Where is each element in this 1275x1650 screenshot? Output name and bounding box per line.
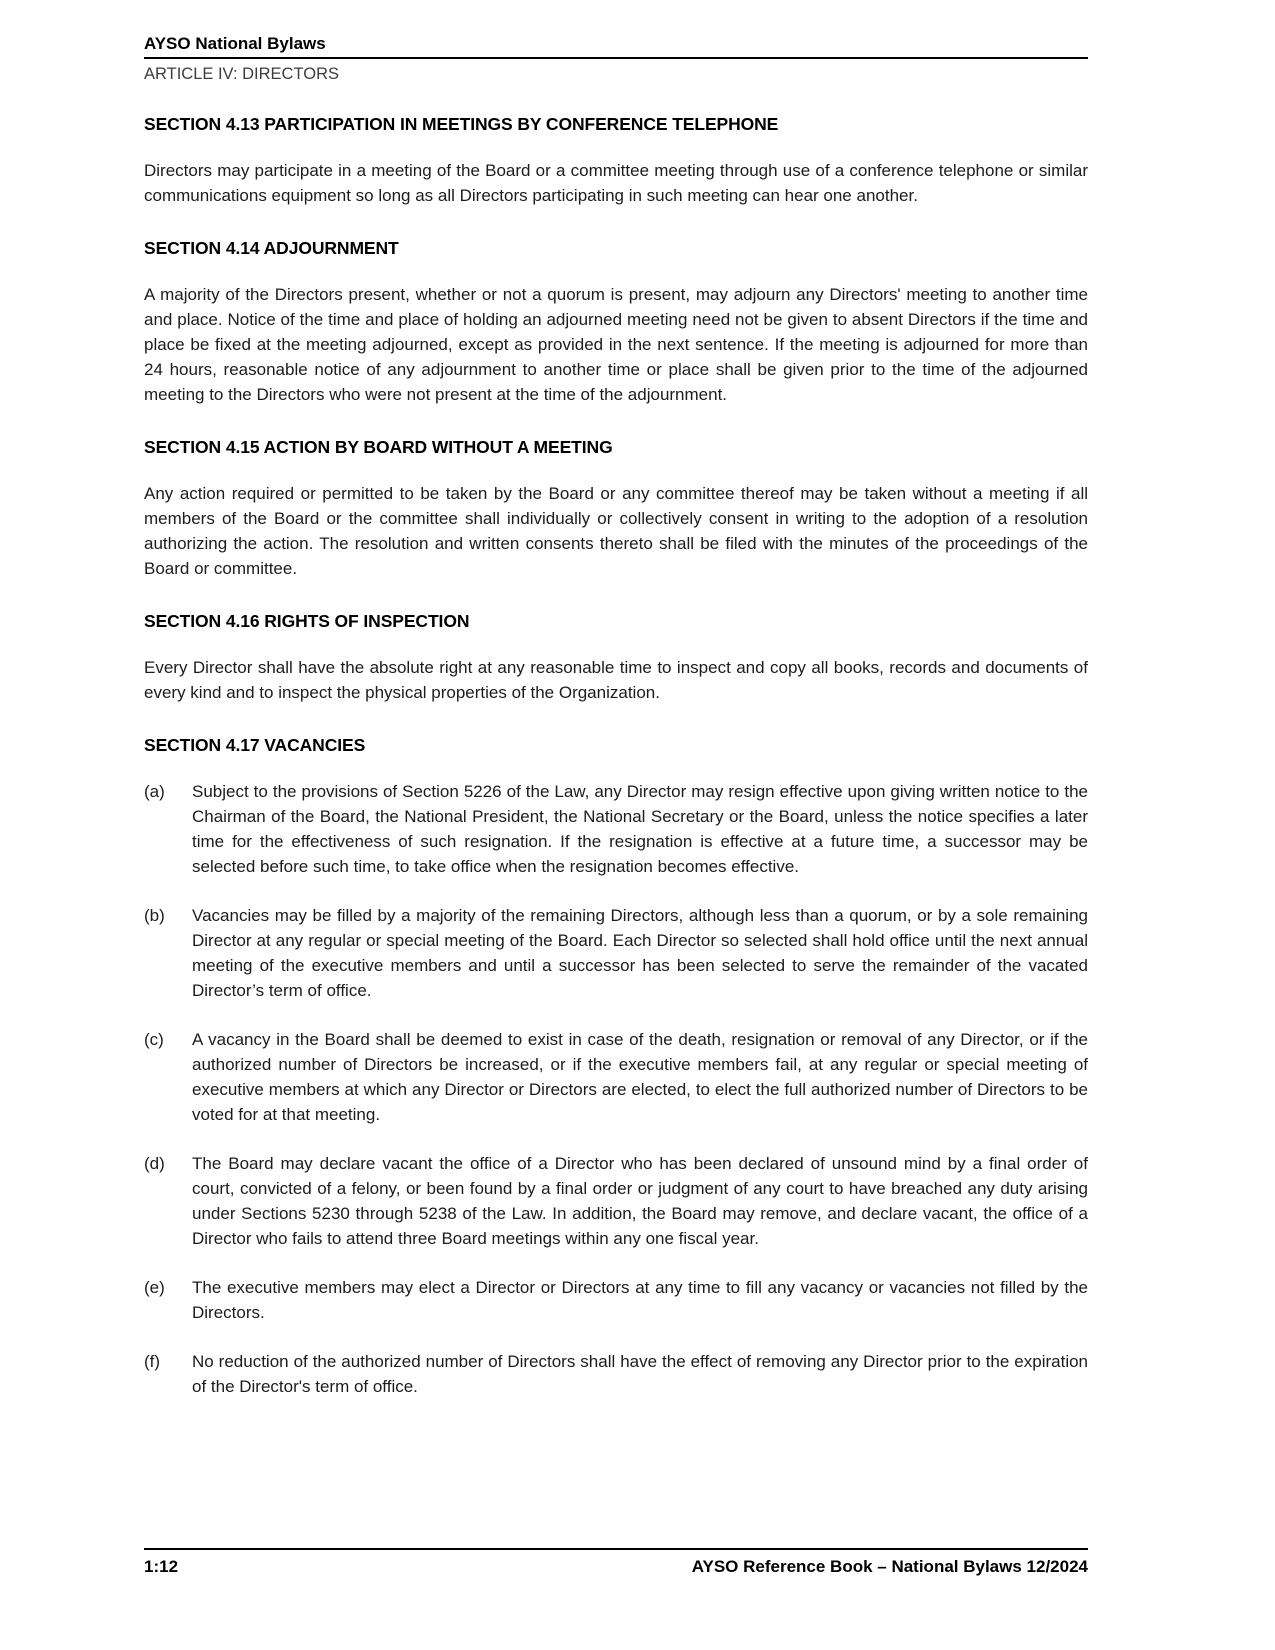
section-4-13 [144, 114, 1088, 208]
list-item [144, 779, 1088, 879]
section-paragraph: Every Director shall have the absolute right at any reasonable time to inspect and copy all books, records and documents of every kind and to inspect the physical properties of the Organization. [144, 658, 1088, 702]
section-heading: SECTION 4.17 VACANCIES [144, 735, 366, 755]
list-item-label: (f) [144, 1352, 161, 1371]
section-heading: SECTION 4.16 RIGHTS OF INSPECTION [144, 611, 470, 631]
section-heading: SECTION 4.14 ADJOURNMENT [144, 238, 399, 258]
section-4-14 [144, 238, 1088, 407]
section-heading: SECTION 4.15 ACTION BY BOARD WITHOUT A MEETING [144, 437, 613, 457]
article-subtitle: ARTICLE IV: DIRECTORS [144, 65, 339, 83]
section-paragraph: A majority of the Directors present, whether or not a quorum is present, may adjourn any Directors' meeting to another time and place. Notice of the time and place of holding an adjourned meeting need not be given to absent Directors if the time and place be fixed at the meeting adjourned, except as provided in the next sentence. If the meeting is adjourned for more than 24 hours, reasonable notice of any adjournment to another time or place shall be given prior to the time of the adjourned meeting to the Directors who were not present at the time of the adjournment. [144, 285, 1088, 404]
list-item [144, 1027, 1088, 1127]
list-item-text: Vacancies may be filled by a majority of the remaining Directors, although less than a quorum, or by a sole remaining Director at any regular or special meeting of the Board. Each Director so selected shall hold office until the next annual meeting of the executive members and until a successor has been selected to serve the remainder of the vacated Director’s term of office. [192, 906, 1088, 1000]
list-item [144, 1151, 1088, 1251]
section-paragraph: Directors may participate in a meeting of the Board or a committee meeting through use of a conference telephone or similar communications equipment so long as all Directors participating in such meeting can hear one another. [144, 161, 1088, 205]
list-item-text: The Board may declare vacant the office of a Director who has been declared of unsound mind by a final order of court, convicted of a felony, or been found by a final order or judgment of any court to have breached any duty arising under Sections 5230 through 5238 of the Law. In addition, the Board may remove, and declare vacant, the office of a Director who fails to attend three Board meetings within any one fiscal year. [192, 1154, 1088, 1248]
list-item-text: No reduction of the authorized number of Directors shall have the effect of removing any Director prior to the expiration of the Director's term of office. [192, 1352, 1088, 1396]
list-item [144, 1349, 1088, 1399]
page-footer [144, 1548, 1088, 1577]
header-rule [144, 57, 1088, 59]
list-item-text: Subject to the provisions of Section 5226 of the Law, any Director may resign effective upon giving written notice to the Chairman of the Board, the National President, the National Secretary or the Board, unless the notice specifies a later time for the effectiveness of such resignation. If the resignation is effective at a future time, a successor may be selected before such time, to take office when the resignation becomes effective. [192, 782, 1088, 876]
vacancies-list [144, 779, 1088, 1399]
footer-reference: AYSO Reference Book – National Bylaws 12/2024 [691, 1557, 1088, 1576]
document-title: AYSO National Bylaws [144, 34, 326, 53]
section-4-17 [144, 735, 1088, 1399]
list-item-label: (d) [144, 1154, 165, 1173]
list-item-label: (c) [144, 1030, 164, 1049]
section-4-16 [144, 611, 1088, 705]
section-heading: SECTION 4.13 PARTICIPATION IN MEETINGS BY CONFERENCE TELEPHONE [144, 114, 779, 134]
list-item [144, 1275, 1088, 1325]
section-4-15 [144, 437, 1088, 581]
list-item-text: A vacancy in the Board shall be deemed to exist in case of the death, resignation or removal of any Director, or if the authorized number of Directors be increased, or if the executive members fail, at any regular or special meeting of executive members at which any Director or Directors are elected, to elect the full authorized number of Directors to be voted for at that meeting. [192, 1030, 1088, 1124]
page-content [144, 34, 1088, 1423]
section-paragraph: Any action required or permitted to be taken by the Board or any committee thereof may be taken without a meeting if all members of the Board or the committee shall individually or collectively consent in writing to the adoption of a resolution authorizing the action. The resolution and written consents thereto shall be filed with the minutes of the proceedings of the Board or committee. [144, 484, 1088, 578]
list-item-label: (a) [144, 782, 165, 801]
list-item-text: The executive members may elect a Director or Directors at any time to fill any vacancy or vacancies not filled by the Directors. [192, 1278, 1088, 1322]
list-item [144, 903, 1088, 1003]
list-item-label: (b) [144, 906, 165, 925]
list-item-label: (e) [144, 1278, 165, 1297]
footer-page-number: 1:12 [144, 1557, 179, 1576]
